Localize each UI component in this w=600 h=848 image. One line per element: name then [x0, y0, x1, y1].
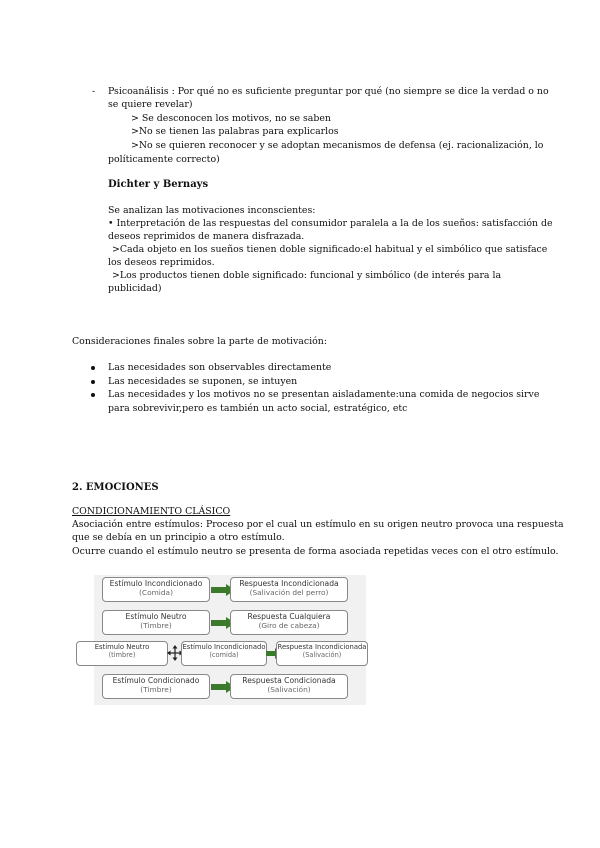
bullet-2	[91, 380, 95, 384]
box-respuesta-condicionada: Respuesta Condicionada (Salivación)	[230, 674, 348, 699]
dichter-line-3: >Cada objeto en los sueños tienen doble significado:el habitual y el simbólico que satisface	[112, 244, 548, 255]
dichter-line-6: publicidad)	[108, 283, 162, 294]
psico-sub-2: >No se tienen las palabras para explicarlos	[131, 126, 339, 137]
dichter-heading: Dichter y Bernays	[108, 179, 209, 190]
box-respuesta-incondicionada: Respuesta Incondicionada (Salivación del perro)	[230, 577, 348, 602]
dash-marker: -	[92, 86, 96, 97]
dichter-intro: Se analizan las motivaciones inconscientes:	[108, 205, 316, 216]
psico-sub-1: > Se desconocen los motivos, no se saben	[131, 113, 331, 124]
dichter-line-1: • Interpretación de las respuestas del consumidor paralela a la de los sueños: satisfacción de	[108, 218, 553, 229]
condicionamiento-subheading: CONDICIONAMIENTO CLÁSICO	[72, 506, 231, 517]
consideraciones-title: Consideraciones finales sobre la parte de motivación:	[72, 336, 327, 347]
box-estimulo-incondicionado-pair: Estímulo Incondicionado (comida)	[181, 641, 267, 666]
psicoanalisis-line-2: se quiere revelar)	[108, 99, 193, 110]
box-respuesta-incondicionada-pair: Respuesta Incondicionada (Salivación)	[276, 641, 368, 666]
dichter-line-4: los deseos reprimidos.	[108, 257, 215, 268]
consideraciones-item-3: Las necesidades y los motivos no se presentan aisladamente:una comida de negocios sirve	[108, 389, 540, 400]
bullet-1	[91, 366, 95, 370]
dichter-line-2: deseos reprimidos de manera disfrazada.	[108, 231, 305, 242]
psico-sub-3: >No se quieren reconocer y se adoptan mecanismos de defensa (ej. racionalización, lo	[131, 140, 544, 151]
emociones-heading: 2. EMOCIONES	[72, 482, 159, 493]
box-respuesta-cualquiera: Respuesta Cualquiera (Giro de cabeza)	[230, 610, 348, 635]
emociones-para-3: Ocurre cuando el estímulo neutro se presenta de forma asociada repetidas veces con el otro estímulo.	[72, 546, 559, 557]
box-estimulo-neutro: Estímulo Neutro (Timbre)	[102, 610, 210, 635]
psicoanalisis-line: Psicoanálisis : Por qué no es suficiente preguntar por qué (no siempre se dice la verdad o no	[108, 86, 549, 97]
psico-sub-3b: políticamente correcto)	[108, 154, 220, 165]
box-estimulo-neutro-pair: Estímulo Neutro (timbre)	[76, 641, 168, 666]
consideraciones-item-3b: para sobrevivir,pero es también un acto social, estratégico, etc	[108, 403, 408, 414]
bullet-3	[91, 393, 95, 397]
dichter-line-5: >Los productos tienen doble significado: funcional y simbólico (de interés para la	[112, 270, 502, 281]
emociones-para-2: que se debía en un principio a otro estímulo.	[72, 532, 285, 543]
box-estimulo-condicionado: Estímulo Condicionado (Timbre)	[102, 674, 210, 699]
box-estimulo-incondicionado: Estímulo Incondicionado (Comida)	[102, 577, 210, 602]
emociones-para-1: Asociación entre estímulos: Proceso por el cual un estímulo en su origen neutro provoca una respuesta	[72, 519, 564, 530]
consideraciones-item-1: Las necesidades son observables directamente	[108, 362, 332, 373]
consideraciones-item-2: Las necesidades se suponen, se intuyen	[108, 376, 298, 387]
